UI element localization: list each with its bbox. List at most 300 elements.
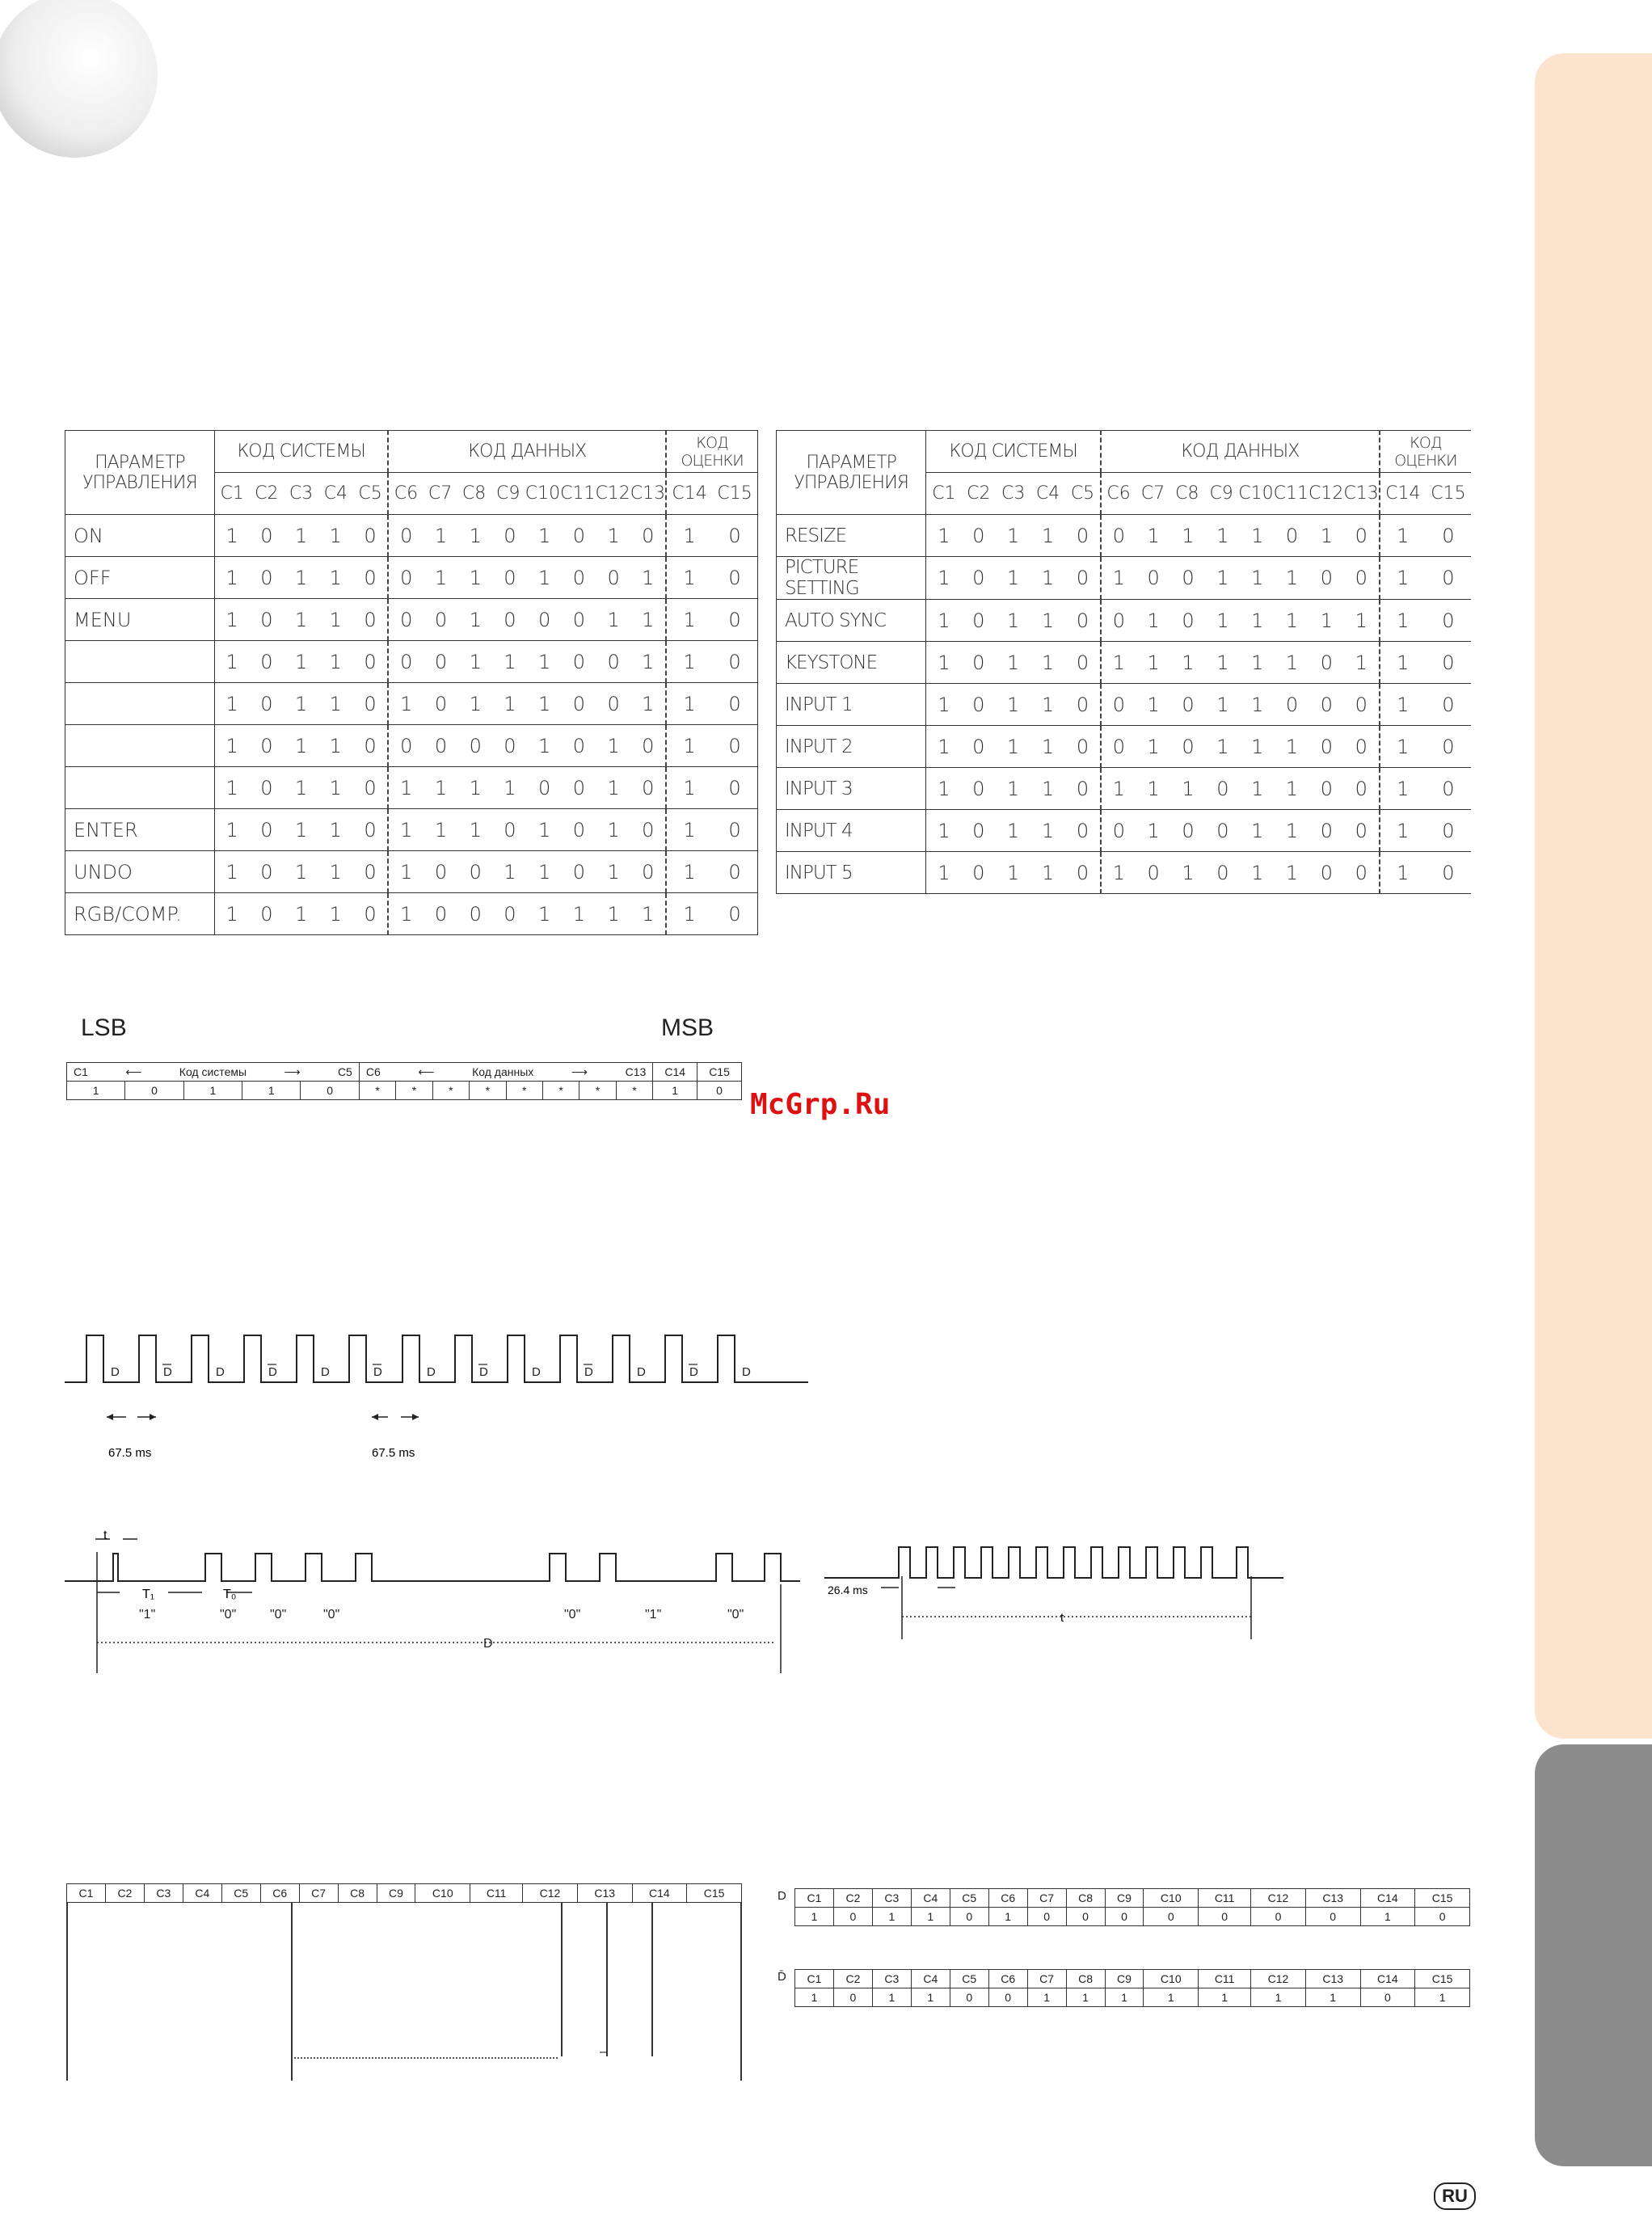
column-header: C8 xyxy=(461,483,487,504)
bit-value: 1 xyxy=(683,734,696,757)
frame-c6: C6 xyxy=(365,1065,381,1078)
param-header: ПАРАМЕТР УПРАВЛЕНИЯ xyxy=(777,431,926,515)
bit-value: 1 xyxy=(1147,777,1160,800)
bits-cell xyxy=(214,893,388,935)
bit-value: 1 xyxy=(683,608,696,631)
bits-cell xyxy=(1380,810,1471,852)
bit-value: 1 xyxy=(294,818,308,841)
cell: 1 xyxy=(183,1082,242,1100)
bit-value: 0 xyxy=(972,524,985,547)
bits-cell xyxy=(926,515,1101,557)
bit-value: 0 xyxy=(260,860,273,883)
bit-value: 0 xyxy=(642,818,655,841)
cell: 0 xyxy=(1415,1908,1470,1926)
bit-value: 0 xyxy=(434,692,448,715)
bit-value: 1 xyxy=(294,734,308,757)
bit-value: 1 xyxy=(294,650,308,673)
cols-data xyxy=(388,473,666,515)
param-header: ПАРАМЕТР УПРАВЛЕНИЯ xyxy=(65,431,215,515)
bit-value: 1 xyxy=(1041,609,1055,632)
d-mark: D xyxy=(532,1365,541,1379)
bit-value: 0 xyxy=(972,861,985,884)
cell: 1 xyxy=(1415,1988,1470,2007)
bit-value: 1 xyxy=(683,860,696,883)
bit-value: 0 xyxy=(572,524,585,547)
bit-value: 1 xyxy=(225,776,238,799)
bit-value: 0 xyxy=(1216,777,1229,800)
bit-value: 1 xyxy=(225,902,238,926)
bit-value: 1 xyxy=(1285,861,1299,884)
bit-value: 1 xyxy=(504,776,516,799)
bit-value: 0 xyxy=(504,902,516,926)
bit-value: 0 xyxy=(728,692,741,715)
cell: 1 xyxy=(988,1908,1027,1926)
bit-value: 1 xyxy=(1147,651,1160,674)
watermark: McGrp.Ru xyxy=(750,1088,891,1121)
bit-value: 1 xyxy=(434,776,448,799)
bit-value: 0 xyxy=(1442,861,1455,884)
d-mark: D xyxy=(321,1365,330,1379)
bit-value: 1 xyxy=(683,692,696,715)
bit-value: 0 xyxy=(1182,567,1195,589)
cell: * xyxy=(579,1082,616,1100)
bit-value: 1 xyxy=(329,860,342,883)
bit-value: 0 xyxy=(972,819,985,842)
bit-value: 0 xyxy=(1355,861,1368,884)
code-row xyxy=(777,852,1472,894)
d-mark: D xyxy=(742,1365,751,1379)
bit-value: 0 xyxy=(260,650,273,673)
bit-value: 0 xyxy=(1320,777,1334,800)
bit-value: 0 xyxy=(1320,819,1334,842)
bit-value: 0 xyxy=(1442,819,1455,842)
cell: C14 xyxy=(1360,1889,1415,1908)
bit-value: 0 xyxy=(400,734,413,757)
bit-value: 1 xyxy=(1112,861,1125,884)
bits-cell xyxy=(666,809,757,851)
bit-value: 1 xyxy=(538,734,551,757)
bit-value: 1 xyxy=(294,524,308,547)
bits-cell xyxy=(926,852,1101,894)
side-tab-bottom xyxy=(1535,1744,1652,2166)
bit-value: 0 xyxy=(1076,651,1089,674)
bit-value: 1 xyxy=(538,650,551,673)
d-mark: D xyxy=(427,1365,436,1379)
d-span-label: D xyxy=(483,1637,493,1651)
bits-cell xyxy=(666,767,757,809)
bit-value: 0 xyxy=(572,734,585,757)
row-label xyxy=(65,641,215,683)
bits-cell xyxy=(1101,810,1380,852)
check-code-header: КОД ОЦЕНКИ xyxy=(1380,431,1471,473)
bit-value: 1 xyxy=(225,608,238,631)
code-row xyxy=(65,725,758,767)
cell: * xyxy=(396,1082,432,1100)
bit-value: 0 xyxy=(1442,693,1455,716)
cell: C9 xyxy=(377,1884,415,1903)
column-header: C11 xyxy=(1273,483,1309,504)
bits-cell xyxy=(666,641,757,683)
bit-value: 0 xyxy=(1112,693,1125,716)
msb-label: MSB xyxy=(661,1014,714,1041)
bit-value: 0 xyxy=(364,776,377,799)
bit-value: 1 xyxy=(1251,524,1264,547)
column-header: C14 xyxy=(1385,483,1421,504)
bit-value: 0 xyxy=(400,524,413,547)
bits-cell xyxy=(214,599,388,641)
bit-value: 1 xyxy=(329,734,342,757)
bit-value: 1 xyxy=(642,692,655,715)
row-label: INPUT 4 xyxy=(777,810,926,852)
cols-system xyxy=(926,473,1101,515)
bits-cell xyxy=(214,767,388,809)
cell: C11 xyxy=(470,1884,523,1903)
bit-value: 1 xyxy=(642,650,655,673)
bits-cell xyxy=(1380,557,1471,600)
bit-value: 0 xyxy=(1285,693,1299,716)
bit-value: 1 xyxy=(683,818,696,841)
bit-value: 0 xyxy=(728,608,741,631)
bit-value: 1 xyxy=(572,902,585,926)
bit-value: 1 xyxy=(1397,861,1410,884)
bit-value: 0 xyxy=(728,524,741,547)
bit-value: 1 xyxy=(1182,861,1195,884)
d-mark: D xyxy=(163,1365,172,1379)
column-header: C8 xyxy=(1175,483,1199,504)
bits-cell xyxy=(214,725,388,767)
cell: C6 xyxy=(260,1884,299,1903)
bit-value: 1 xyxy=(1216,735,1229,758)
bit-value: 1 xyxy=(434,818,448,841)
bits-cell xyxy=(1101,600,1380,642)
bit-value: 0 xyxy=(1182,693,1195,716)
bit-value: 1 xyxy=(469,692,482,715)
bit-value: 0 xyxy=(1076,693,1089,716)
bits-cell xyxy=(388,809,666,851)
bits-cell xyxy=(388,641,666,683)
bits-cell xyxy=(926,684,1101,726)
cell: C9 xyxy=(1105,1889,1144,1908)
bit-value: 0 xyxy=(469,734,482,757)
bit-value: 1 xyxy=(1397,524,1410,547)
cell: C1 xyxy=(67,1884,106,1903)
cell: 0 xyxy=(1027,1908,1066,1926)
column-header: C5 xyxy=(358,483,382,504)
cols-check xyxy=(666,473,757,515)
code-row xyxy=(777,810,1472,852)
bits-cell xyxy=(388,725,666,767)
bit-value: 0 xyxy=(260,524,273,547)
cell: * xyxy=(542,1082,579,1100)
cell: * xyxy=(432,1082,469,1100)
bit-value: 0 xyxy=(1112,524,1125,547)
cell: 1 xyxy=(1251,1988,1306,2007)
bit-value: 0 xyxy=(728,860,741,883)
bit-value: 1 xyxy=(938,861,950,884)
bit-value: 1 xyxy=(294,692,308,715)
frame-table xyxy=(66,1062,742,1100)
cell: 0 xyxy=(950,1908,988,1926)
bit-value: 1 xyxy=(434,566,448,589)
carrier-period-label: 26.4 ms xyxy=(828,1584,868,1596)
bit-value: 1 xyxy=(1397,651,1410,674)
column-header: C15 xyxy=(1431,483,1466,504)
column-header: C12 xyxy=(595,483,630,504)
cell: C8 xyxy=(1066,1889,1105,1908)
column-header: C7 xyxy=(1140,483,1165,504)
bits-cell xyxy=(926,768,1101,810)
cell: 1 xyxy=(1105,1988,1144,2007)
cell: C4 xyxy=(911,1970,950,1988)
bit-value: 1 xyxy=(1285,567,1299,589)
bits-cell xyxy=(1380,600,1471,642)
bit-value: 1 xyxy=(938,609,950,632)
bits-cell xyxy=(926,726,1101,768)
frame-data-label: Код данных xyxy=(472,1065,534,1078)
bit-value: 0 xyxy=(607,566,620,589)
code-row xyxy=(65,641,758,683)
bit-value: 0 xyxy=(1355,693,1368,716)
bit-value: 1 xyxy=(938,735,950,758)
bit-value: 0 xyxy=(1320,735,1334,758)
row-label: KEYSTONE xyxy=(777,642,926,684)
cell: 0 xyxy=(1199,1908,1251,1926)
bit-value: 1 xyxy=(1355,609,1368,632)
bit-value: 0 xyxy=(504,524,516,547)
bit-value: 0 xyxy=(1320,567,1334,589)
column-header: C14 xyxy=(672,483,707,504)
cell: C8 xyxy=(1066,1970,1105,1988)
bit-value: 0 xyxy=(1076,819,1089,842)
bit-value: 0 xyxy=(1320,693,1334,716)
cell: 1 xyxy=(795,1908,834,1926)
bits-cell xyxy=(214,851,388,893)
bit-value: 0 xyxy=(1355,735,1368,758)
row-label xyxy=(65,725,215,767)
bit-value: 1 xyxy=(1041,861,1055,884)
cell: C10 xyxy=(415,1884,470,1903)
bit-value: 1 xyxy=(1041,567,1055,589)
cell: C3 xyxy=(872,1889,911,1908)
bit-value: 1 xyxy=(607,818,620,841)
language-badge: RU xyxy=(1434,2182,1476,2210)
dbar-table xyxy=(794,1969,1470,2007)
bit-value: 1 xyxy=(469,566,482,589)
bit-value: 1 xyxy=(683,650,696,673)
bit-value: 1 xyxy=(1285,651,1299,674)
bits-cell xyxy=(1380,515,1471,557)
bit-value: 1 xyxy=(225,692,238,715)
cell: C13 xyxy=(1305,1889,1360,1908)
cell: C7 xyxy=(1027,1970,1066,1988)
column-header: C5 xyxy=(1070,483,1095,504)
bits-cell xyxy=(1380,768,1471,810)
cell: C1 xyxy=(795,1889,834,1908)
bit-value: 0 xyxy=(642,524,655,547)
bit-value: 1 xyxy=(1147,609,1160,632)
bit-value: 0 xyxy=(1442,567,1455,589)
bits-cell xyxy=(388,893,666,935)
column-header: C6 xyxy=(1106,483,1131,504)
code-row xyxy=(65,515,758,557)
bit-label: "0" xyxy=(323,1608,340,1621)
system-code-header: КОД СИСТЕМЫ xyxy=(214,431,388,473)
bits-cell xyxy=(1101,515,1380,557)
bits-cell xyxy=(666,557,757,599)
bit-value: 0 xyxy=(728,902,741,926)
bit-value: 0 xyxy=(728,776,741,799)
bit-value: 0 xyxy=(1442,609,1455,632)
column-header: C10 xyxy=(1238,483,1274,504)
bit-value: 0 xyxy=(1182,735,1195,758)
bit-value: 0 xyxy=(1442,735,1455,758)
bits-cell xyxy=(1380,684,1471,726)
bit-value: 1 xyxy=(642,608,655,631)
cell: 0 xyxy=(833,1988,872,2007)
bit-value: 1 xyxy=(1285,777,1299,800)
cell: 1 xyxy=(911,1908,950,1926)
code-row xyxy=(777,557,1472,600)
bit-value: 1 xyxy=(607,776,620,799)
cell: C14 xyxy=(1360,1970,1415,1988)
bit-value: 1 xyxy=(504,692,516,715)
bit-value: 1 xyxy=(400,902,413,926)
cell: C6 xyxy=(988,1970,1027,1988)
bit-value: 1 xyxy=(1285,819,1299,842)
cell: 1 xyxy=(1144,1988,1199,2007)
bits-cell xyxy=(1101,768,1380,810)
bit-value: 1 xyxy=(1007,819,1020,842)
bit-value: 1 xyxy=(607,902,620,926)
bit-value: 0 xyxy=(1442,777,1455,800)
frame-c5: C5 xyxy=(337,1065,352,1078)
frame-c14: C14 xyxy=(653,1063,697,1082)
bit-value: 1 xyxy=(607,860,620,883)
bit-value: 1 xyxy=(1147,819,1160,842)
bits-cell xyxy=(926,642,1101,684)
bit-value: 1 xyxy=(1041,819,1055,842)
bits-cell xyxy=(388,767,666,809)
frame-values-row xyxy=(67,1082,742,1100)
bit-value: 1 xyxy=(1112,651,1125,674)
bit-value: 0 xyxy=(1076,735,1089,758)
code-row xyxy=(65,557,758,599)
column-header: C4 xyxy=(323,483,348,504)
bits-cell xyxy=(666,515,757,557)
data-range: C6 ⟵ Код данных ⟶ C13 xyxy=(359,1063,652,1082)
bit-value: 0 xyxy=(972,735,985,758)
bit-value: 1 xyxy=(938,567,950,589)
bit-label: "0" xyxy=(727,1608,744,1621)
bits-cell xyxy=(214,515,388,557)
bit-value: 1 xyxy=(329,524,342,547)
d-label: D xyxy=(778,1889,786,1903)
bit-value: 1 xyxy=(294,902,308,926)
bit-value: 1 xyxy=(1251,861,1264,884)
cell: C5 xyxy=(221,1884,260,1903)
row-label: RESIZE xyxy=(777,515,926,557)
bit-value: 1 xyxy=(1320,524,1334,547)
bit-value: 1 xyxy=(434,524,448,547)
row-label: AUTO SYNC xyxy=(777,600,926,642)
bit-value: 0 xyxy=(572,776,585,799)
bit-value: 1 xyxy=(607,608,620,631)
bit-value: 1 xyxy=(400,692,413,715)
bits-cell xyxy=(388,683,666,725)
cell: 0 xyxy=(1066,1908,1105,1926)
bit-value: 0 xyxy=(1355,777,1368,800)
d-mark: D xyxy=(268,1365,277,1379)
cell: 1 xyxy=(1305,1988,1360,2007)
pulse-train-diagram xyxy=(65,1326,816,1471)
bit-value: 0 xyxy=(469,902,482,926)
bit-value: 0 xyxy=(260,566,273,589)
bits-cell xyxy=(666,683,757,725)
bit-value: 1 xyxy=(469,650,482,673)
bit-value: 1 xyxy=(938,777,950,800)
bit-value: 0 xyxy=(1182,609,1195,632)
column-header: C7 xyxy=(428,483,453,504)
cell: 1 xyxy=(911,1988,950,2007)
bit-value: 1 xyxy=(683,566,696,589)
bit-value: 0 xyxy=(972,651,985,674)
bit-value: 1 xyxy=(1041,524,1055,547)
code-row xyxy=(65,893,758,935)
bit-value: 0 xyxy=(1076,609,1089,632)
cell: 0 xyxy=(1251,1908,1306,1926)
bit-value: 1 xyxy=(938,524,950,547)
bit-value: 1 xyxy=(1007,524,1020,547)
bit-value: 1 xyxy=(538,566,551,589)
cell: C11 xyxy=(1199,1889,1251,1908)
d-mark: D xyxy=(373,1365,382,1379)
d-mark: D xyxy=(584,1365,593,1379)
bit-value: 1 xyxy=(1355,651,1368,674)
bit-value: 0 xyxy=(642,860,655,883)
code-row xyxy=(65,683,758,725)
bit-value: 1 xyxy=(225,524,238,547)
frame-c1: C1 xyxy=(74,1065,88,1078)
bit-value: 1 xyxy=(1041,735,1055,758)
cell: 1 xyxy=(67,1082,125,1100)
bit-value: 1 xyxy=(607,524,620,547)
lsb-label: LSB xyxy=(81,1014,127,1041)
cell: C15 xyxy=(1415,1970,1470,1988)
bit-value: 1 xyxy=(469,818,482,841)
bit-value: 0 xyxy=(1147,861,1160,884)
cell: 0 xyxy=(833,1908,872,1926)
column-header: C1 xyxy=(220,483,244,504)
bit-value: 0 xyxy=(364,734,377,757)
column-header: C2 xyxy=(255,483,279,504)
bit-value: 1 xyxy=(329,692,342,715)
bit-value: 0 xyxy=(642,776,655,799)
cell: C2 xyxy=(833,1970,872,1988)
column-header: C2 xyxy=(967,483,991,504)
d-mark: D xyxy=(111,1365,120,1379)
bits-cell xyxy=(388,557,666,599)
row-label: INPUT 2 xyxy=(777,726,926,768)
bit-value: 1 xyxy=(1216,567,1229,589)
cell: C12 xyxy=(1251,1889,1306,1908)
t1-label: T₁ xyxy=(142,1588,155,1601)
bit-value: 1 xyxy=(1251,651,1264,674)
code-row xyxy=(777,726,1472,768)
row-label: ON xyxy=(65,515,215,557)
column-header: C13 xyxy=(1343,483,1379,504)
bit-value: 0 xyxy=(1320,651,1334,674)
left-code-table xyxy=(65,430,758,935)
